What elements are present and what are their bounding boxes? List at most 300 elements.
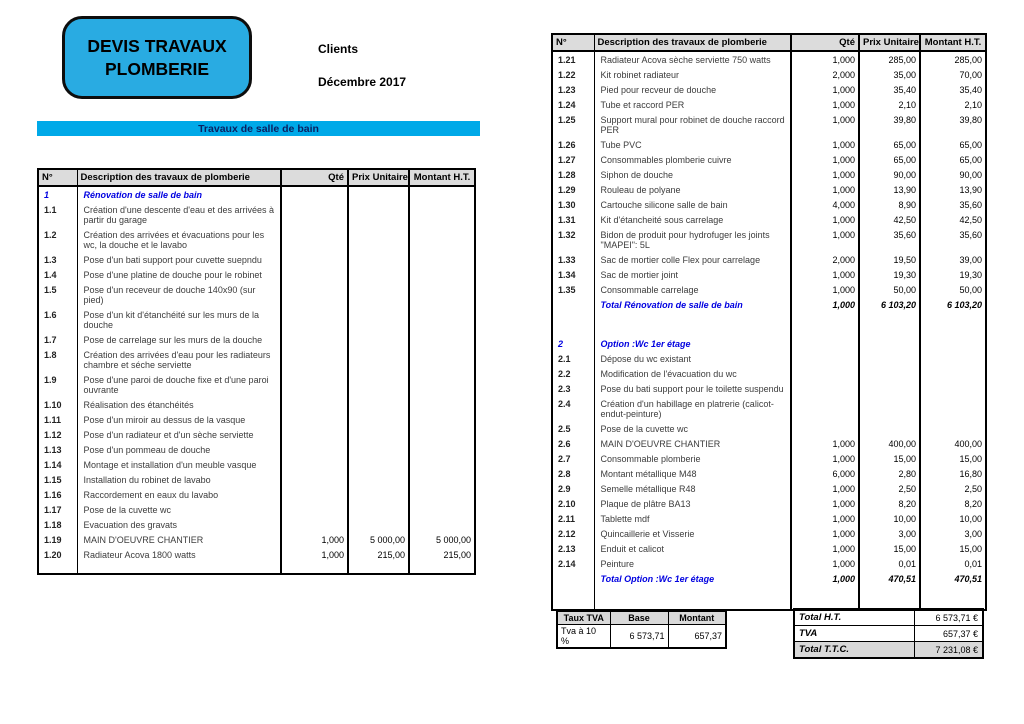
table-row [552,227,986,252]
vat-col-header-montant: Montant [668,611,726,625]
row-num: 1.33 [552,252,594,267]
row-pu: 5 000,00 [348,532,409,547]
row-num: 1.23 [552,82,594,97]
table-row [38,532,475,547]
row-pu: 42,50 [859,212,920,227]
row-amt [409,252,475,267]
row-amt: 15,00 [920,451,986,466]
row-pu: 2,80 [859,466,920,481]
col-header-desc: Description des travaux de plomberie [77,169,281,186]
row-amt: 6 103,20 [920,297,986,312]
row-qty: 1,000 [791,137,859,152]
row-pu [859,381,920,396]
table-row [552,436,986,451]
row-num: 1.3 [38,252,77,267]
row-desc: Option :Wc 1er étage [594,336,791,351]
row-pu [348,562,409,574]
row-desc: Pose de la cuvette wc [594,421,791,436]
table-row [38,457,475,472]
row-qty [281,397,348,412]
row-num [552,571,594,586]
row-pu [348,227,409,252]
table-row [38,267,475,282]
row-qty [281,372,348,397]
row-qty [281,186,348,202]
vat-header-row [557,611,726,625]
row-qty [281,332,348,347]
row-desc [594,586,791,610]
row-desc: Pose d'un kit d'étanchéité sur les murs de la douche [77,307,281,332]
date-label: Décembre 2017 [318,75,407,89]
total-ttc-row [794,642,983,659]
table-row [38,307,475,332]
row-pu: 400,00 [859,436,920,451]
row-pu [348,472,409,487]
row-qty: 1,000 [791,97,859,112]
total-ht-value: 6 573,71 € [914,609,983,626]
row-pu [348,332,409,347]
col-header-num: N° [552,34,594,51]
table-row [552,556,986,571]
row-num [552,297,594,312]
row-num: 2.8 [552,466,594,481]
row-num: 2.4 [552,396,594,421]
row-amt [409,487,475,502]
row-pu: 65,00 [859,152,920,167]
row-pu: 13,90 [859,182,920,197]
row-desc: Pose de la cuvette wc [77,502,281,517]
row-desc: Création d'une descente d'eau et des arrivées à partir du garage [77,202,281,227]
row-num: 2.2 [552,366,594,381]
row-desc: Pose d'un bati support pour cuvette suepndu [77,252,281,267]
row-num: 1.16 [38,487,77,502]
table-row [552,381,986,396]
tva-label: TVA [794,626,914,642]
row-pu [859,351,920,366]
row-desc [77,562,281,574]
row-desc: Consommable plomberie [594,451,791,466]
row-pu [859,421,920,436]
row-desc: Installation du robinet de lavabo [77,472,281,487]
col-header-amt: Montant H.T. [409,169,475,186]
row-amt [409,472,475,487]
row-num: 1.8 [38,347,77,372]
row-desc: Cartouche silicone salle de bain [594,197,791,212]
row-num: 2.10 [552,496,594,511]
row-amt: 65,00 [920,137,986,152]
row-pu: 2,10 [859,97,920,112]
row-desc: Tube et raccord PER [594,97,791,112]
items-table-right [551,33,987,611]
row-num: 1.31 [552,212,594,227]
row-desc: Enduit et calicot [594,541,791,556]
row-qty [281,307,348,332]
row-amt: 470,51 [920,571,986,586]
row-amt [409,186,475,202]
row-desc: Radiateur Acova sèche serviette 750 watts [594,51,791,67]
row-num: 1.12 [38,427,77,442]
vat-rate-label: Tva à 10 % [557,625,610,649]
row-qty: 1,000 [791,451,859,466]
row-num [38,562,77,574]
row-pu: 8,20 [859,496,920,511]
row-desc: Montant métallique M48 [594,466,791,481]
table-row [552,152,986,167]
row-qty [281,442,348,457]
table-row [552,571,986,586]
row-pu [348,267,409,282]
row-pu [348,427,409,442]
row-num: 2 [552,336,594,351]
row-qty: 1,000 [791,541,859,556]
row-qty: 1,000 [791,526,859,541]
row-num: 1.26 [552,137,594,152]
row-num: 1.11 [38,412,77,427]
row-pu: 215,00 [348,547,409,562]
row-num: 1.30 [552,197,594,212]
row-num: 2.7 [552,451,594,466]
row-pu: 15,00 [859,541,920,556]
row-qty: 1,000 [791,152,859,167]
row-num: 1.19 [38,532,77,547]
row-amt: 215,00 [409,547,475,562]
table-row [38,547,475,562]
row-desc: Montage et installation d'un meuble vasque [77,457,281,472]
vat-summary-table [556,610,727,649]
table-row [552,541,986,556]
row-pu: 3,00 [859,526,920,541]
row-amt [409,457,475,472]
tva-value: 657,37 € [914,626,983,642]
row-amt: 2,50 [920,481,986,496]
row-num: 1 [38,186,77,202]
row-qty: 1,000 [791,212,859,227]
row-qty: 1,000 [791,297,859,312]
row-amt: 285,00 [920,51,986,67]
row-amt: 10,00 [920,511,986,526]
table-row [552,297,986,312]
table-row [552,51,986,67]
document-title-line2: PLOMBERIE [104,58,210,79]
vat-col-header-base: Base [610,611,668,625]
table-row [38,332,475,347]
row-pu: 2,50 [859,481,920,496]
row-desc: Pied pour recveur de douche [594,82,791,97]
row-num: 1.7 [38,332,77,347]
row-qty [791,396,859,421]
row-amt [409,202,475,227]
row-num: 1.2 [38,227,77,252]
table-row [552,82,986,97]
table-row [552,421,986,436]
row-num: 2.5 [552,421,594,436]
row-num [552,312,594,336]
row-pu: 15,00 [859,451,920,466]
row-desc: Raccordement en eaux du lavabo [77,487,281,502]
row-amt [409,502,475,517]
row-pu: 39,80 [859,112,920,137]
row-pu: 470,51 [859,571,920,586]
row-pu: 90,00 [859,167,920,182]
row-qty: 1,000 [791,436,859,451]
grand-totals-table [793,608,984,659]
table-row [38,252,475,267]
row-num: 1.13 [38,442,77,457]
vat-data-row [557,625,726,649]
vat-col-header-rate: Taux TVA [557,611,610,625]
row-pu [859,396,920,421]
table-row [38,502,475,517]
row-qty: 1,000 [791,511,859,526]
row-pu [348,502,409,517]
table-row [552,526,986,541]
row-amt: 19,30 [920,267,986,282]
row-pu: 0,01 [859,556,920,571]
row-amt: 70,00 [920,67,986,82]
document-title-line1: DEVIS TRAVAUX [87,35,227,56]
row-pu [859,312,920,336]
row-amt: 35,60 [920,227,986,252]
row-pu [348,457,409,472]
row-pu: 285,00 [859,51,920,67]
row-desc: Pose d'un miroir au dessus de la vasque [77,412,281,427]
row-num: 2.9 [552,481,594,496]
spacer-row [552,312,986,336]
table-row [552,336,986,351]
row-pu [348,347,409,372]
total-ttc-label: Total T.T.C. [794,642,914,659]
table-row [38,442,475,457]
row-desc: Plaque de plâtre BA13 [594,496,791,511]
tva-row [794,626,983,642]
row-amt: 0,01 [920,556,986,571]
row-qty [791,366,859,381]
row-desc: Pose d'un pommeau de douche [77,442,281,457]
row-amt [409,517,475,532]
row-pu: 65,00 [859,137,920,152]
row-amt [920,336,986,351]
row-desc: Kit robinet radiateur [594,67,791,82]
row-amt [409,427,475,442]
row-desc: Pose d'une platine de douche pour le robinet [77,267,281,282]
row-num: 2.11 [552,511,594,526]
row-qty [281,472,348,487]
table-row [552,466,986,481]
row-amt [920,396,986,421]
row-num: 1.18 [38,517,77,532]
row-amt [409,372,475,397]
row-num: 1.32 [552,227,594,252]
row-desc: Total Rénovation de salle de bain [594,297,791,312]
row-qty [281,427,348,442]
table-row [552,267,986,282]
row-desc: MAIN D'OEUVRE CHANTIER [77,532,281,547]
row-num: 1.28 [552,167,594,182]
row-amt [409,227,475,252]
row-qty [281,502,348,517]
row-amt [920,586,986,610]
right-table-body [552,51,986,610]
vat-base-value: 6 573,71 [610,625,668,649]
row-pu: 19,50 [859,252,920,267]
row-num: 2.6 [552,436,594,451]
row-amt: 5 000,00 [409,532,475,547]
row-qty: 2,000 [791,252,859,267]
row-pu: 50,00 [859,282,920,297]
col-header-pu: Prix Unitaire [348,169,409,186]
table-row [38,282,475,307]
table-row [38,517,475,532]
row-pu: 35,40 [859,82,920,97]
row-pu [348,487,409,502]
row-desc: Réalisation des étanchéités [77,397,281,412]
row-qty [791,312,859,336]
table-row [38,227,475,252]
row-qty [791,381,859,396]
row-qty: 1,000 [791,82,859,97]
row-qty: 6,000 [791,466,859,481]
row-amt [920,421,986,436]
row-amt [920,351,986,366]
table-row [552,137,986,152]
table-row [552,282,986,297]
total-ht-row [794,609,983,626]
table-row [38,347,475,372]
row-amt: 90,00 [920,167,986,182]
row-pu: 8,90 [859,197,920,212]
section-banner: Travaux de salle de bain [37,121,480,136]
row-amt [920,366,986,381]
table-header-row [552,34,986,51]
row-amt [409,412,475,427]
row-pu [348,372,409,397]
row-qty: 1,000 [791,267,859,282]
row-num: 1.24 [552,97,594,112]
table-row [38,186,475,202]
row-num: 1.14 [38,457,77,472]
col-header-qty: Qté [281,169,348,186]
row-qty [281,202,348,227]
row-amt: 13,90 [920,182,986,197]
row-qty [281,347,348,372]
row-desc [594,312,791,336]
row-desc: Pose de carrelage sur les murs de la douche [77,332,281,347]
row-amt [409,267,475,282]
row-num: 1.17 [38,502,77,517]
table-row [552,496,986,511]
client-label: Clients [318,42,359,56]
row-pu [859,336,920,351]
row-pu [348,442,409,457]
row-desc: Rénovation de salle de bain [77,186,281,202]
row-num: 1.29 [552,182,594,197]
table-row [552,451,986,466]
table-row [38,412,475,427]
row-desc: Tablette mdf [594,511,791,526]
row-qty: 1,000 [791,282,859,297]
row-desc: Support mural pour robinet de douche raccord PER [594,112,791,137]
table-row [38,202,475,227]
row-num: 2.1 [552,351,594,366]
row-desc: Création des arrivées et évacuations pour les wc, la douche et le lavabo [77,227,281,252]
row-pu [348,412,409,427]
row-desc: Pose d'un receveur de douche 140x90 (sur pied) [77,282,281,307]
row-amt: 39,00 [920,252,986,267]
row-qty [791,336,859,351]
row-qty: 1,000 [791,227,859,252]
row-qty: 1,000 [791,571,859,586]
row-qty [281,252,348,267]
col-header-pu: Prix Unitaire [859,34,920,51]
row-pu [348,202,409,227]
row-desc: Peinture [594,556,791,571]
row-num: 1.20 [38,547,77,562]
table-row [552,212,986,227]
row-num: 2.14 [552,556,594,571]
row-qty: 1,000 [791,112,859,137]
row-qty [791,421,859,436]
row-amt [409,347,475,372]
row-qty: 2,000 [791,67,859,82]
left-table-body [38,186,475,574]
table-row [552,67,986,82]
row-desc: Tube PVC [594,137,791,152]
row-qty [281,562,348,574]
row-qty: 1,000 [791,556,859,571]
row-amt [409,397,475,412]
row-desc: Semelle métallique R48 [594,481,791,496]
row-num: 1.35 [552,282,594,297]
row-amt: 8,20 [920,496,986,511]
row-qty [281,267,348,282]
row-pu [859,366,920,381]
row-amt [409,307,475,332]
row-amt [920,312,986,336]
table-row [38,487,475,502]
row-amt: 42,50 [920,212,986,227]
row-amt [409,332,475,347]
row-desc: Bidon de produit pour hydrofuger les joints "MAPEI": 5L [594,227,791,252]
row-num [552,586,594,610]
vat-amount-value: 657,37 [668,625,726,649]
row-qty: 1,000 [791,496,859,511]
row-qty [791,351,859,366]
table-row [552,167,986,182]
col-header-num: N° [38,169,77,186]
row-amt [920,381,986,396]
table-row [38,372,475,397]
row-qty [791,586,859,610]
row-num: 1.6 [38,307,77,332]
total-ttc-value: 7 231,08 € [914,642,983,659]
row-desc: Pose d'une paroi de douche fixe et d'une paroi ouvrante [77,372,281,397]
row-amt: 65,00 [920,152,986,167]
row-num: 1.9 [38,372,77,397]
document-title-box [62,16,252,99]
items-table-left [37,168,476,575]
table-row [38,397,475,412]
row-pu: 10,00 [859,511,920,526]
row-desc: Création des arrivées d'eau pour les radiateurs chambre et séche serviette [77,347,281,372]
row-qty: 4,000 [791,197,859,212]
row-qty [281,517,348,532]
row-desc: Pose d'un radiateur et d'un sèche serviette [77,427,281,442]
row-desc: Evacuation des gravats [77,517,281,532]
row-amt [409,562,475,574]
row-amt: 16,80 [920,466,986,481]
row-pu [348,252,409,267]
row-pu: 35,60 [859,227,920,252]
